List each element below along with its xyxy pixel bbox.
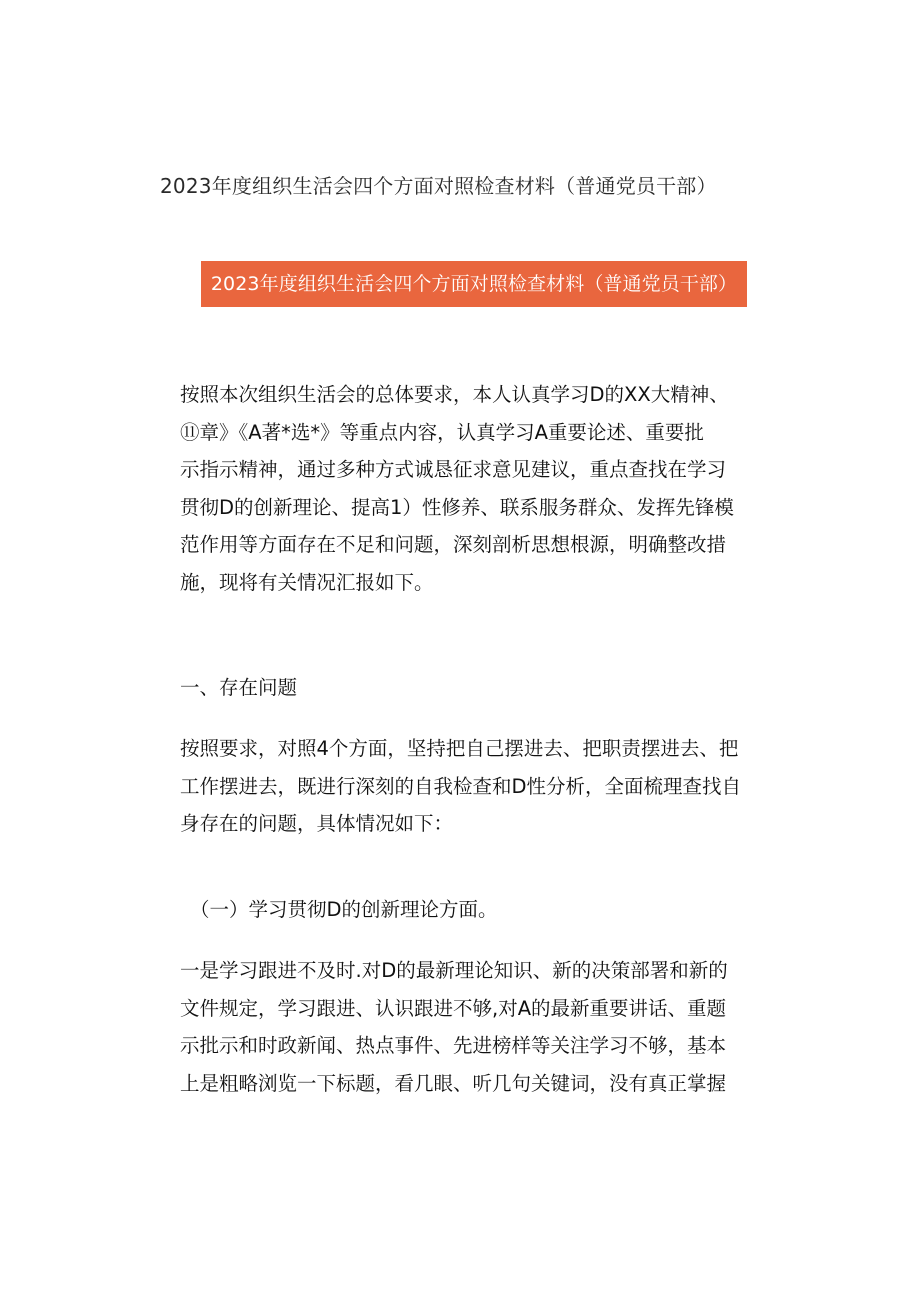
subsection-line: 文件规定，学习跟进、认识跟进不够,对A的最新重要讲话、重题 [180, 996, 727, 1020]
subsection-heading: （一）学习贯彻D的创新理论方面。 [190, 898, 498, 921]
section-line: 工作摆进去，既进行深刻的自我检查和D性分析，全面梳理查找自 [180, 774, 742, 798]
intro-line: 按照本次组织生活会的总体要求，本人认真学习D的XX大精神、 [180, 383, 729, 406]
section-line: 按照要求，对照4个方面，坚持把自己摆进去、把职责摆进去、把 [180, 737, 739, 760]
section-heading: 一、存在问题 [180, 676, 298, 699]
section-line: 身存在的问题，具体情况如下： [180, 812, 454, 836]
subsection-line: 示批示和时政新闻、热点事件、先进榜样等关注学习不够，基本 [180, 1034, 727, 1058]
subsection-line: 上是粗略浏览一下标题，看几眼、听几句关键词，没有真正掌握 [180, 1071, 727, 1095]
title-banner [201, 261, 747, 307]
intro-line: 范作用等方面存在不足和问题，深刻剖析思想根源，明确整改措 [180, 533, 727, 557]
subsection-line: 一是学习跟进不及时.对D的最新理论知识、新的决策部署和新的 [180, 959, 728, 982]
intro-line: 贯彻D的创新理论、提高1）性修养、联系服务群众、发挥先锋模 [180, 495, 734, 519]
subsection-paragraph [180, 952, 750, 1102]
intro-paragraph [180, 376, 750, 602]
intro-line: ⑪章》《A著*选*》等重点内容，认真学习A重要论述、重要批 [180, 420, 704, 444]
section-paragraph [180, 730, 750, 843]
document-title: 2023年度组织生活会四个方面对照检查材料（普通党员干部） [160, 174, 717, 198]
intro-line: 示指示精神，通过多种方式诚恳征求意见建议，重点查找在学习 [180, 458, 727, 482]
intro-line: 施，现将有关情况汇报如下。 [180, 570, 434, 594]
banner-title: 2023年度组织生活会四个方面对照检查材料（普通党员干部） [210, 273, 738, 295]
